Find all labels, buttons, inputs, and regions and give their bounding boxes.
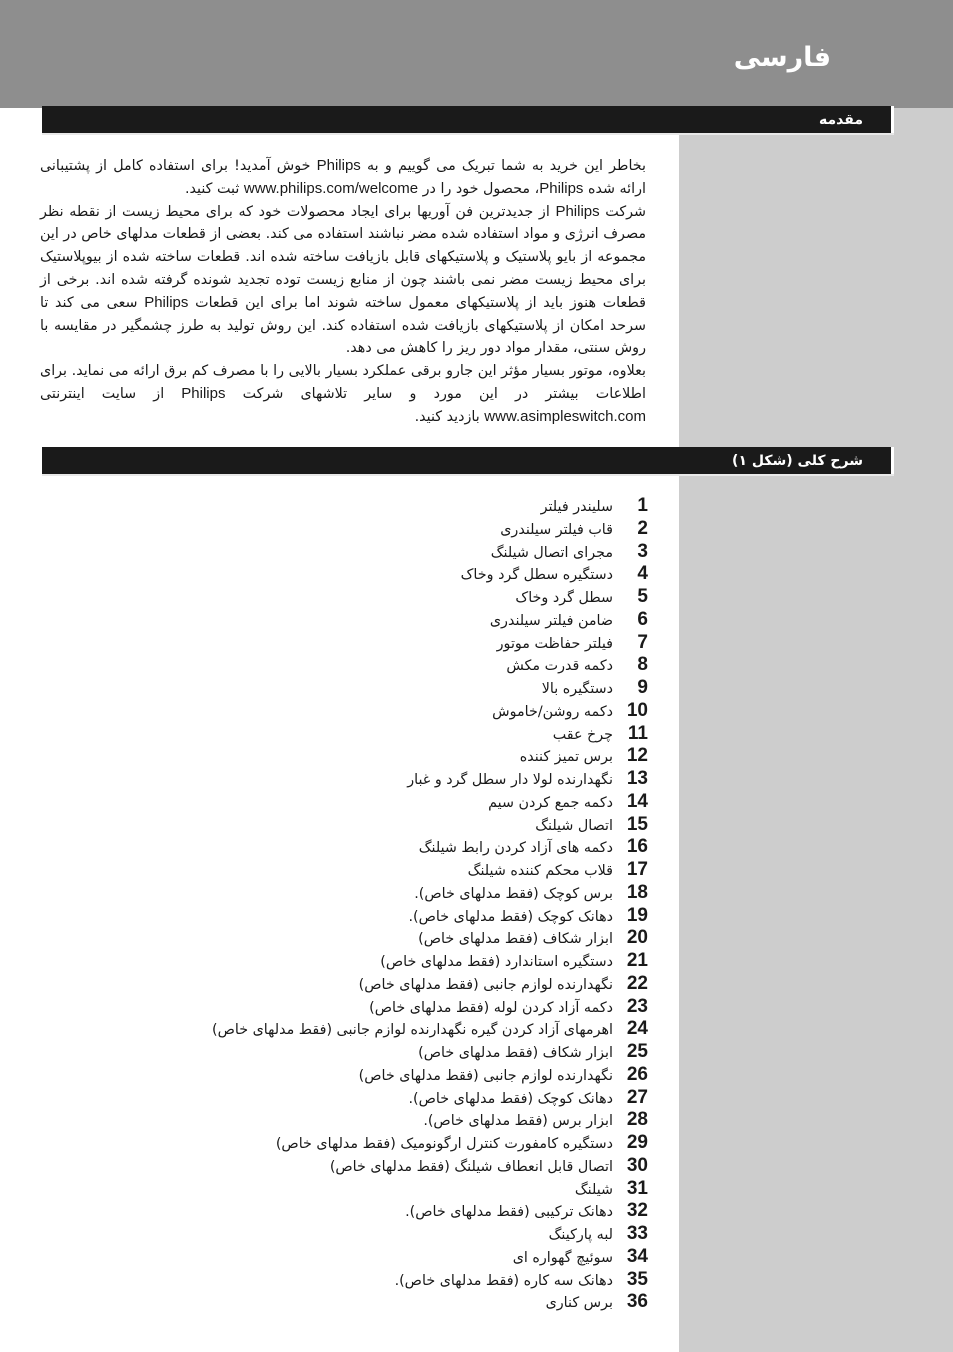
part-label: دستگیره استاندارد (فقط مدلهای خاص) [380,954,613,970]
url-text: www.asimpleswitch.com [484,407,646,425]
part-label: نگهدارنده لوازم جانبی (فقط مدلهای خاص) [358,1067,613,1084]
part-number: 36 [626,1291,648,1313]
part-label: قاب فیلتر سیلندری [500,521,613,538]
part-label: ابزار شکاف (فقط مدلهای خاص) [418,1045,613,1061]
part-label: دهانک سه کاره (فقط مدلهای خاص). [394,1272,613,1289]
list-item [212,609,648,632]
part-label: دستگیره سطل گرد وخاک [460,567,613,584]
list-item [212,905,648,928]
part-number: 23 [626,995,648,1017]
part-label: مجرای اتصال شیلنگ [490,544,613,561]
list-item [212,1246,648,1269]
language-title: فارسی [733,42,831,73]
part-label: اهرمهای آزاد کردن گیره نگهدارنده لوازم جانبی (فقط مدلهای خاص) [212,1022,613,1039]
brand-name: Philips [555,202,600,220]
right-margin-column [679,108,953,1352]
part-number: 27 [626,1086,648,1108]
part-label: برس کناری [545,1295,613,1312]
part-label: دکمه روشن/خاموش [492,703,613,720]
text-run: از سایت اینترنتی [40,385,182,402]
text-run: ، محصول خود را در [418,180,540,197]
part-number: 24 [626,1018,648,1040]
list-item [212,541,648,564]
part-label: ابزار برس (فقط مدلهای خاص). [423,1113,613,1130]
part-label: سطل گرد وخاک [515,590,613,606]
list-item [212,723,648,746]
part-label: سوئیچ گهواره ای [512,1249,613,1266]
part-number: 10 [626,699,648,721]
part-number: 7 [637,631,648,653]
part-number: 32 [626,1200,648,1222]
list-item [212,654,648,677]
text-run: ثبت کنید. [184,180,244,197]
list-item [212,632,648,655]
list-item [212,586,648,609]
part-label: دستگیره بالا [541,681,613,697]
intro-text [40,155,646,429]
part-number: 22 [626,972,648,994]
list-item [212,1178,648,1201]
part-number: 2 [637,517,648,539]
text-run: خوش آمدید! برای استفاده کامل از پشتیبانی ارائه شده [40,158,646,197]
part-number: 4 [637,563,648,585]
part-label: دهانک کوچک (فقط مدلهای خاص). [408,908,613,925]
text-run: از جدیدترین فن آوریها برای ایجاد محصولات خود که برای محیط زیست از نقطه نظر مصرف انرژی و مواد استفاده شده مضر نباشند استفاده می کند. بعضی از قطعات مدلهای خاص در این مجموعه از بایو پلاستیک و پلاستیکهای قابل بازیافت ساخته شده اند. قطعات ساخته شده از بیوپلاستیک برای محیط زیست مضر نمی باشند چون از منابع زیست توده تجدید شونده گرفته شده اند. برخی از قطعات هنوز باید از پلاستیکهای معمول ساخته شوند اما برای این قطعات [40,203,646,311]
list-item [212,1200,648,1223]
list-item [212,814,648,837]
part-label: نگهدارنده لوازم جانبی (فقط مدلهای خاص) [358,976,613,993]
url-text: www.philips.com/welcome [243,179,419,197]
part-label: ابزار شکاف (فقط مدلهای خاص) [418,931,613,948]
brand-name: Philips [144,293,189,311]
part-label: برس تمیز کننده [519,749,613,766]
brand-name: Philips [181,384,226,402]
list-item [212,1223,648,1246]
list-item [212,882,648,905]
part-number: 26 [626,1063,648,1085]
part-number: 21 [626,950,648,971]
part-number: 15 [626,813,648,835]
part-number: 33 [626,1223,648,1244]
list-item [212,677,648,700]
text-run: شرکت [599,203,646,220]
list-item [212,495,648,518]
part-number: 17 [626,859,648,880]
part-number: 16 [626,836,648,858]
list-item [212,700,648,723]
text-run: بازدید کنید. [414,408,485,425]
list-item [212,745,648,768]
list-item [212,1041,648,1064]
part-number: 5 [637,586,648,607]
part-label: شیلنگ [574,1181,613,1198]
list-item [212,1132,648,1155]
part-number: 20 [626,927,648,949]
intro-paragraph-2 [40,201,646,361]
part-label: دهانک ترکیبی (فقط مدلهای خاص). [405,1204,613,1221]
part-label: نگهدارنده لولا دار سطل گرد و غبار [407,772,613,788]
part-label: اتصال قابل انعطاف شیلنگ (فقط مدلهای خاص) [329,1158,613,1175]
part-number: 31 [626,1177,648,1199]
list-item [212,836,648,859]
part-number: 12 [626,745,648,767]
list-item [212,1064,648,1087]
part-number: 30 [626,1154,648,1176]
list-item [212,1087,648,1110]
intro-paragraph-1 [40,155,646,201]
part-label: دکمه های آزاد کردن رابط شیلنگ [418,840,613,857]
brand-name: Philips [539,179,584,197]
list-item [212,927,648,950]
list-item [212,1018,648,1041]
part-label: برس کوچک (فقط مدلهای خاص). [414,885,613,902]
part-label: دستگیره کامفورت کنترل ارگونومیک (فقط مدلهای خاص) [275,1136,613,1152]
part-number: 14 [626,790,648,812]
list-item [212,973,648,996]
part-number: 35 [626,1268,648,1290]
text-run: بخاطر این خرید به شما تبریک می گوییم و به [360,158,647,174]
list-item [212,1109,648,1132]
list-item [212,768,648,791]
list-item [212,1269,648,1292]
intro-paragraph-3 [40,360,646,428]
part-number: 18 [626,881,648,903]
list-item [212,563,648,586]
part-number: 34 [626,1245,648,1267]
part-number: 11 [627,722,648,744]
list-item [212,1155,648,1178]
part-number: 29 [626,1132,648,1153]
list-item [212,859,648,882]
part-number: 19 [626,904,648,926]
list-item [212,996,648,1019]
part-label: سلیندر فیلتر [540,499,613,515]
list-item [212,1291,648,1314]
part-label: فیلتر حفاظت موتور [496,635,613,652]
text-run: بعلاوه، موتور بسیار مؤثر این جارو برقی عملکرد بسیار بالایی را با مصرف کم برق ارائه می نماید. برای اطلاعات بیشتر در این مورد و سایر تلاشهای شرکت [40,363,646,402]
part-number: 13 [626,768,648,789]
brand-name: Philips [316,157,361,174]
part-number: 28 [626,1109,648,1131]
part-number: 1 [637,495,648,516]
part-label: ضامن فیلتر سیلندری [489,612,613,629]
part-number: 8 [637,654,648,676]
part-number: 3 [637,540,648,562]
list-item [212,518,648,541]
part-number: 6 [637,608,648,630]
part-label: چرخ عقب [552,726,613,743]
text-run: سعی می کند تا سرحد امکان از پلاستیکهای بازیافت شده استفاده کند. این روش تولید به طرز چشمگیر در مقایسه با روش سنتی، مقدار مواد دور ریز را کاهش می دهد. [40,294,646,357]
part-label: لبه پارکینگ [548,1227,613,1243]
section-heading-intro: مقدمه [42,106,894,133]
part-number: 9 [637,677,648,698]
header-band [0,0,953,108]
part-label: دکمه آزاد کردن لوله (فقط مدلهای خاص) [369,999,613,1016]
part-label: دکمه جمع کردن سیم [488,794,613,811]
part-label: دهانک کوچک (فقط مدلهای خاص). [408,1090,613,1107]
list-item [212,791,648,814]
parts-list [212,495,648,1314]
section-heading-overview: شرح کلی (شکل ۱) [42,447,894,474]
list-item [212,950,648,973]
part-label: قلاب محکم کننده شیلنگ [467,863,613,879]
part-label: دکمه قدرت مکش [506,658,613,675]
part-label: اتصال شیلنگ [535,817,613,834]
part-number: 25 [626,1041,648,1062]
